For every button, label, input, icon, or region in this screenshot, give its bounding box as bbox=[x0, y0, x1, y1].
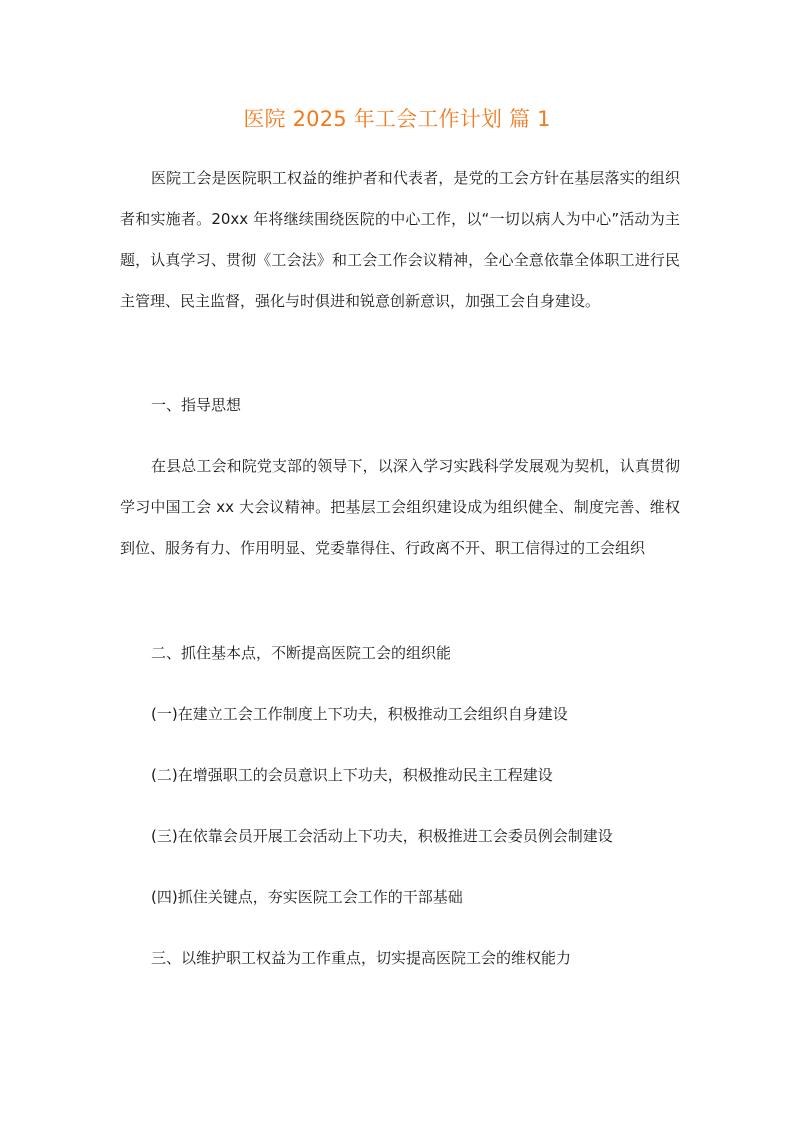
intro-paragraph: 医院工会是医院职工权益的维护者和代表者，是党的工会方针在基层落实的组织者和实施者。20xx 年将继续围绕医院的中心工作，以“一切以病人为中心”活动为主题，认真学习、贯彻《工会法》和工会工作会议精神，全心全意依靠全体职工进行民主管理、民主监督，强化与时俱进和锐意创新意识，加强工会自身建设。 bbox=[120, 169, 680, 310]
list-item: (三)在依靠会员开展工会活动上下功夫，积极推进工会委员例会制建设 bbox=[151, 827, 613, 845]
section-paragraph-guiding-ideology: 在县总工会和院党支部的领导下，以深入学习实践科学发展观为契机，认真贯彻学习中国工会 xx 大会议精神。把基层工会组织建设成为组织健全、制度完善、维权到位、服务有力、作用明显、党委靠得住、行政离不开、职工信得过的工会组织 bbox=[120, 457, 680, 557]
list-item: (一)在建立工会工作制度上下功夫，积极推动工会组织自身建设 bbox=[151, 705, 568, 723]
section-heading-rights-protection: 三、以维护职工权益为工作重点，切实提高医院工会的维权能力 bbox=[151, 949, 572, 967]
list-item: (二)在增强职工的会员意识上下功夫，积极推动民主工程建设 bbox=[151, 766, 553, 784]
list-item: (四)抓住关键点，夯实医院工会工作的干部基础 bbox=[151, 888, 463, 906]
section-heading-guiding-ideology: 一、指导思想 bbox=[151, 396, 242, 414]
section-heading-basic-points: 二、抓住基本点，不断提高医院工会的组织能 bbox=[151, 644, 452, 662]
document-title: 医院 2025 年工会工作计划 篇 1 bbox=[243, 107, 551, 131]
